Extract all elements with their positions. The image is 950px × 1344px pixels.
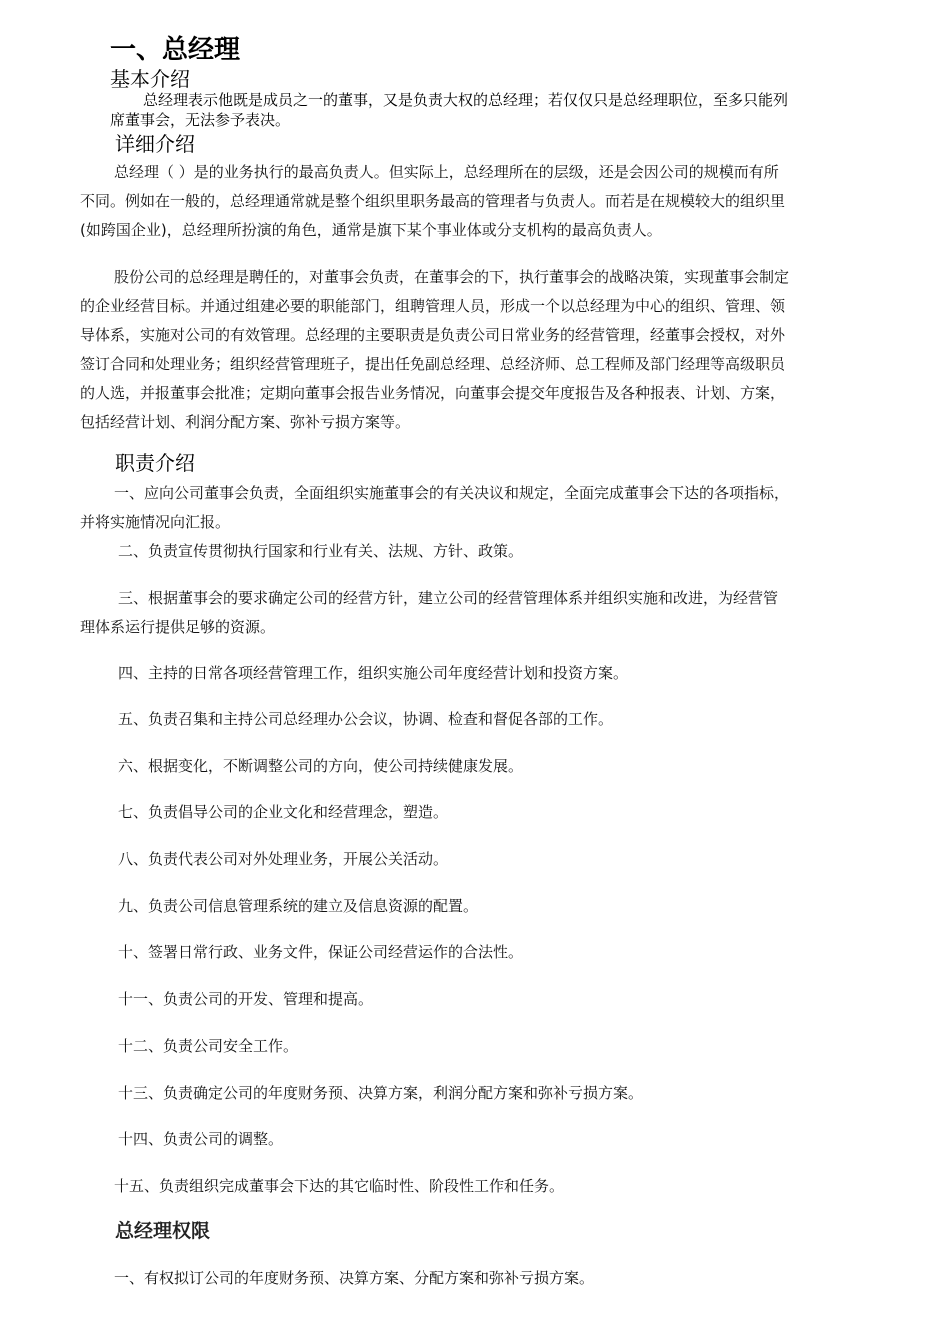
duty-item-2: 二、负责宣传贯彻执行国家和行业有关、法规、方针、政策。: [118, 542, 524, 560]
detail-para-1-line-1: 总经理（ ）是的业务执行的最高负责人。但实际上，总经理所在的层级，还是会因公司的规模而有所: [114, 163, 779, 181]
detail-para-2-line-1: 股份公司的总经理是聘任的，对董事会负责，在董事会的下，执行董事会的战略决策，实现董事会制定: [114, 268, 790, 286]
duty-item-6: 六、根据变化，不断调整公司的方向，使公司持续健康发展。: [118, 757, 524, 775]
detail-para-2-line-4: 签订合同和处理业务；组织经营管理班子，提出任免副总经理、总经济师、总工程师及部门经理等高级职员: [80, 355, 786, 373]
duty-item-4: 四、主持的日常各项经营管理工作，组织实施公司年度经营计划和投资方案。: [118, 664, 629, 682]
duty-item-1-line-2: 并将实施情况向汇报。: [80, 513, 231, 531]
basic-intro-line-2: 席董事会，无法参予表决。: [110, 111, 291, 129]
duty-item-1-line-1: 一、应向公司董事会负责，全面组织实施董事会的有关决议和规定，全面完成董事会下达的各项指标，: [114, 484, 790, 502]
detail-para-2-line-5: 的人选，并报董事会批准；定期向董事会报告业务情况，向董事会提交年度报告及各种报表、计划、方案，: [80, 384, 786, 402]
basic-intro-line-1: 总经理表示他既是成员之一的董事，又是负责大权的总经理；若仅仅只是总经理职位，至多只能列: [143, 91, 789, 109]
authority-heading: 总经理权限: [115, 1220, 211, 1242]
duty-item-12: 十二、负责公司安全工作。: [118, 1037, 299, 1055]
duty-item-11: 十一、负责公司的开发、管理和提高。: [118, 990, 374, 1008]
duty-item-9: 九、负责公司信息管理系统的建立及信息资源的配置。: [118, 897, 479, 915]
duties-heading: 职责介绍: [115, 451, 195, 475]
duty-item-13: 十三、负责确定公司的年度财务预、决算方案，利润分配方案和弥补亏损方案。: [118, 1084, 644, 1102]
detail-para-1-line-2: 不同。例如在一般的，总经理通常就是整个组织里职务最高的管理者与负责人。而若是在规模较大的组织里: [80, 192, 786, 210]
duty-item-14: 十四、负责公司的调整。: [118, 1130, 284, 1148]
authority-item-1: 一、有权拟订公司的年度财务预、决算方案、分配方案和弥补亏损方案。: [114, 1269, 595, 1287]
duty-item-3-line-2: 理体系运行提供足够的资源。: [80, 618, 276, 636]
basic-intro-heading: 基本介绍: [110, 67, 190, 91]
duty-item-15: 十五、负责组织完成董事会下达的其它临时性、阶段性工作和任务。: [114, 1177, 565, 1195]
duty-item-8: 八、负责代表公司对外处理业务，开展公关活动。: [118, 850, 449, 868]
page-title: 一、总经理: [110, 35, 241, 65]
duty-item-3-line-1: 三、根据董事会的要求确定公司的经营方针，建立公司的经营管理体系并组织实施和改进，为经营管: [118, 589, 779, 607]
duty-item-7: 七、负责倡导公司的企业文化和经营理念，塑造。: [118, 803, 449, 821]
detail-para-2-line-2: 的企业经营目标。并通过组建必要的职能部门，组聘管理人员，形成一个以总经理为中心的组织、管理、领: [80, 297, 786, 315]
detail-para-2-line-3: 导体系，实施对公司的有效管理。总经理的主要职责是负责公司日常业务的经营管理，经董事会授权，对外: [80, 326, 786, 344]
detail-para-1-line-3: (如跨国企业)，总经理所扮演的角色，通常是旗下某个事业体或分支机构的最高负责人。: [80, 221, 662, 239]
duty-item-5: 五、负责召集和主持公司总经理办公会议，协调、检查和督促各部的工作。: [118, 710, 614, 728]
detail-para-2-line-6: 包括经营计划、利润分配方案、弥补亏损方案等。: [80, 413, 411, 431]
detail-intro-heading: 详细介绍: [115, 132, 195, 156]
duty-item-10: 十、签署日常行政、业务文件，保证公司经营运作的合法性。: [118, 943, 524, 961]
